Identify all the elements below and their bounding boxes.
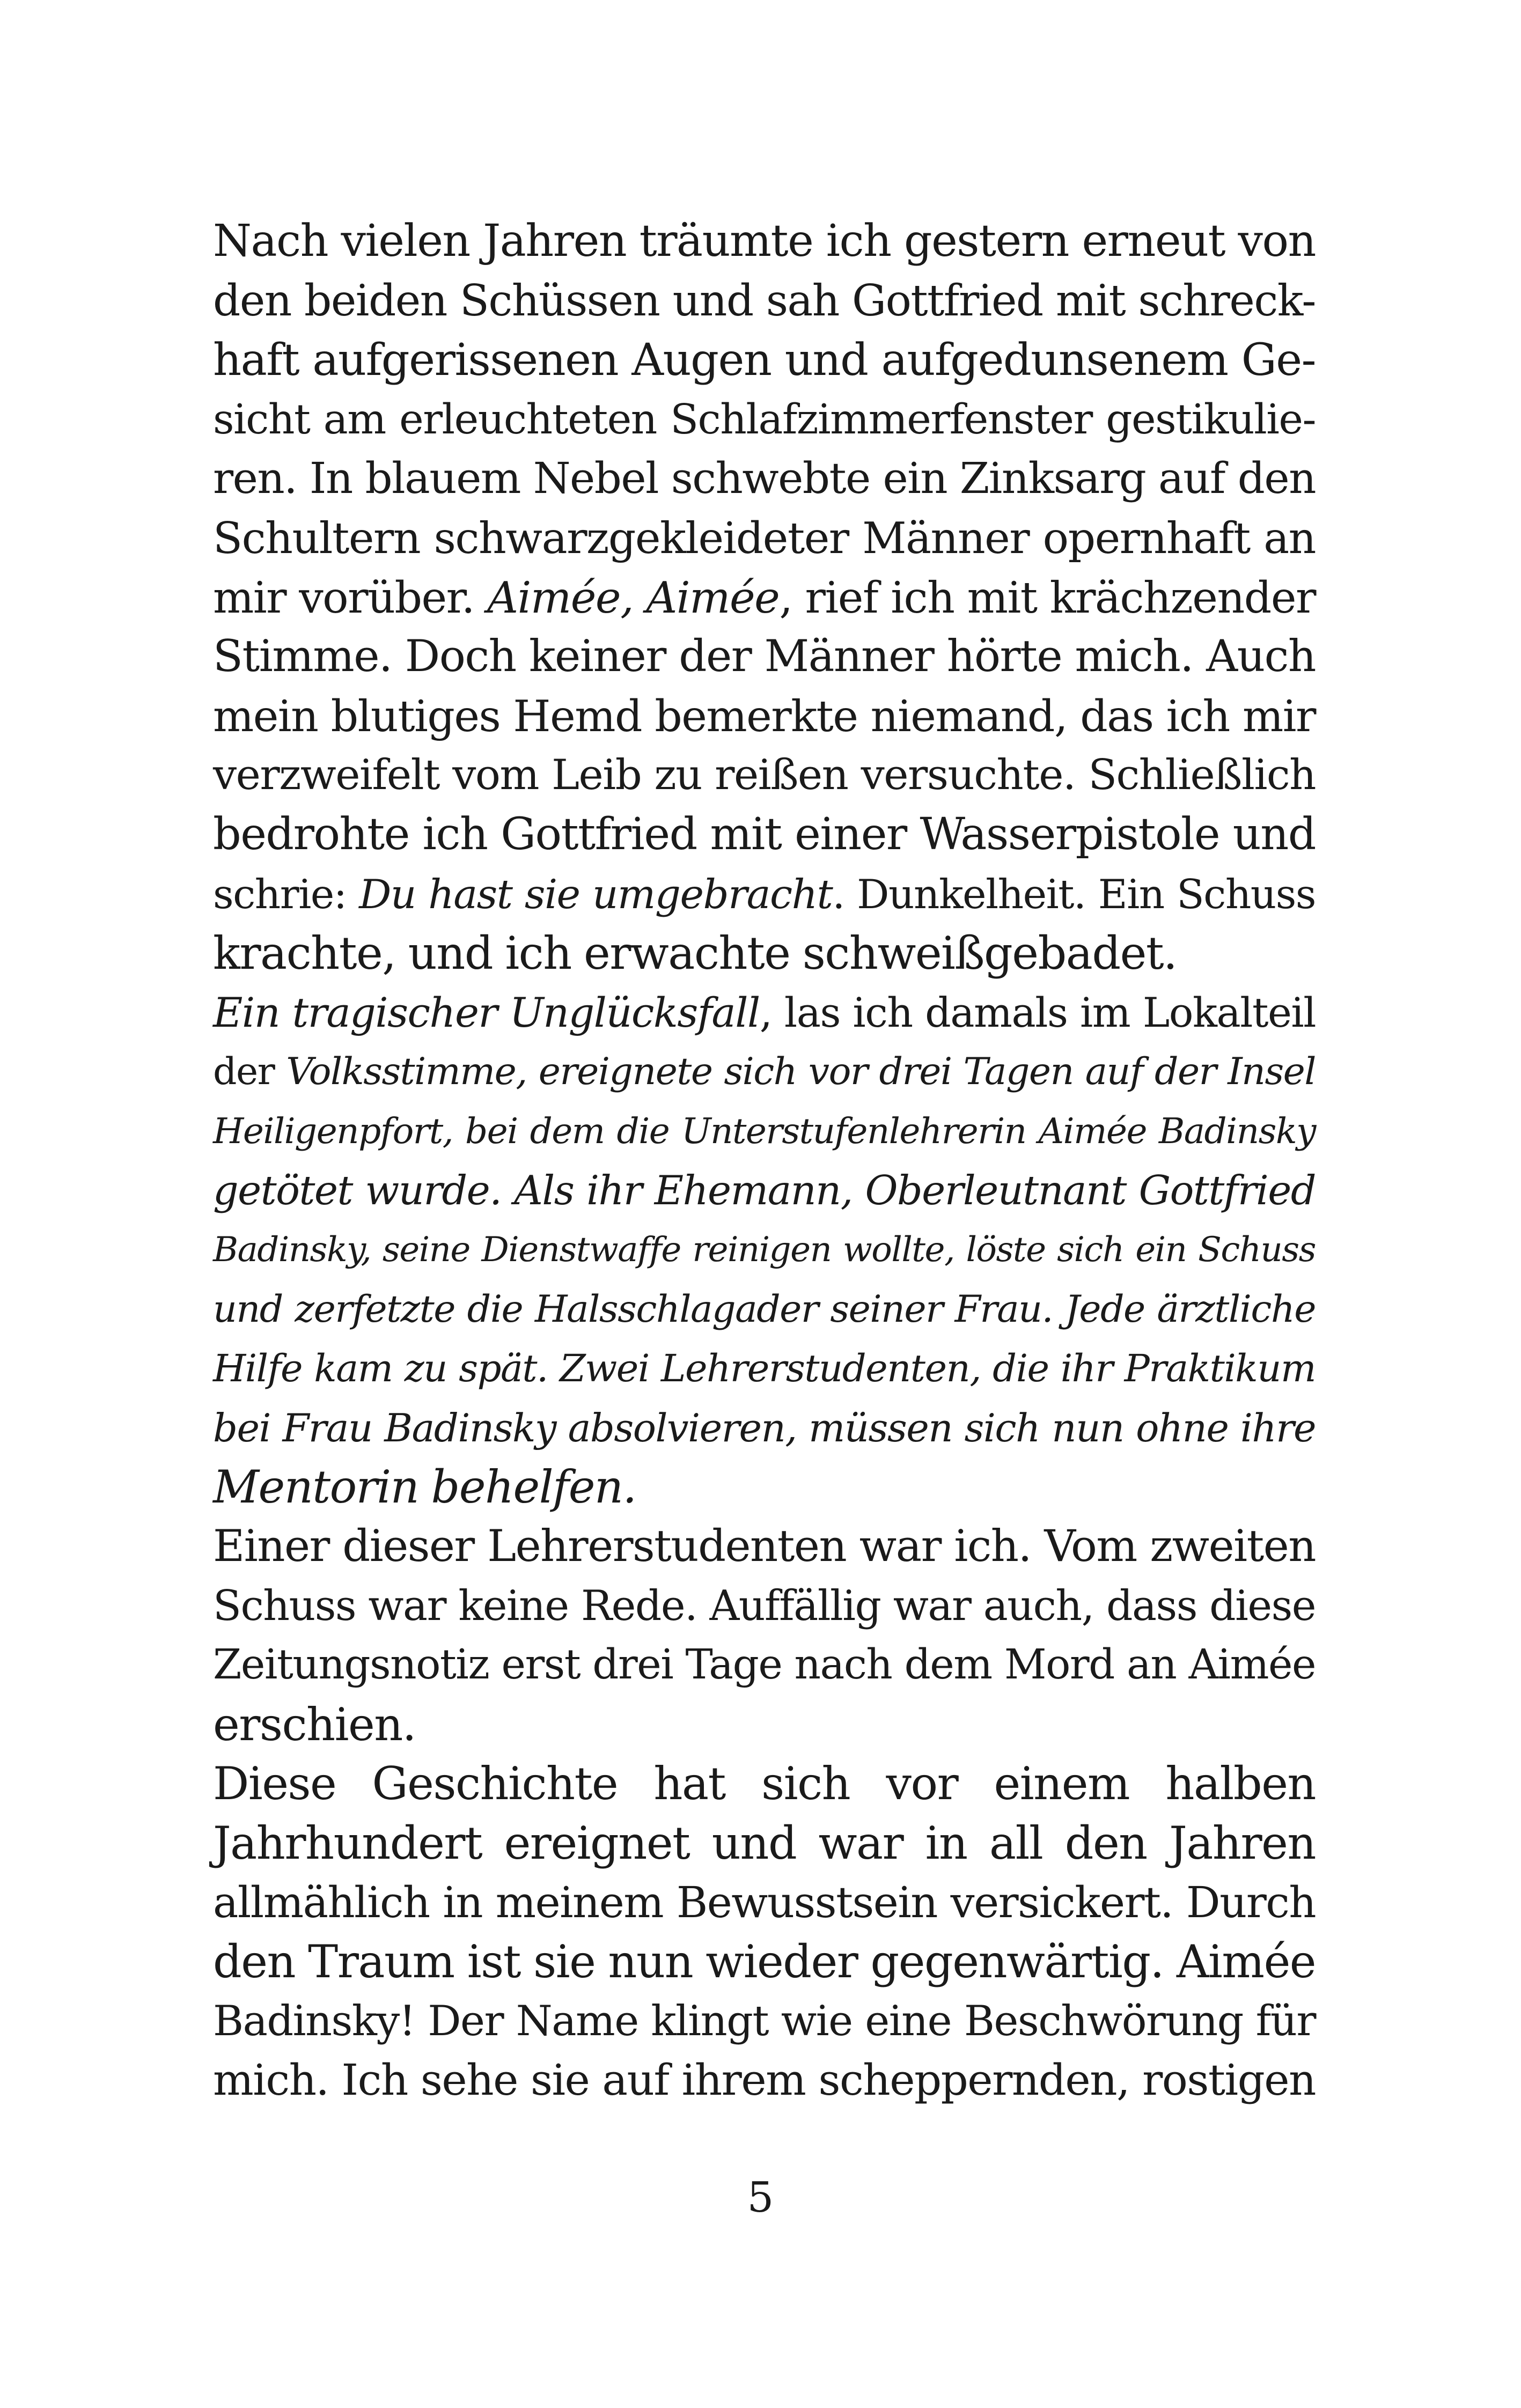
text-line [213,212,1316,271]
text-run: Diese Geschichte hat sich vor einem halben [213,1757,1316,1810]
text-line [213,1042,1316,1102]
text-line [213,1932,1316,1992]
text-run: , las ich damals im Lokalteil [759,989,1316,1036]
text-line [213,746,1316,805]
text-run: Nach vielen Jahren träumte ich gestern erneut von [213,216,1316,267]
italic-text: Badinsky, seine Dienstwaffe reinigen wollte, löste sich ein Schuss [213,1230,1316,1270]
text-line [213,1161,1316,1221]
text-line [213,568,1316,628]
text-line [213,983,1316,1043]
paragraph-2 [213,983,1316,1517]
text-run: Stimme. Doch keiner der Männer hörte mich. Auch [213,631,1316,682]
text-line [213,1695,1316,1755]
text-line [213,1992,1316,2051]
text-run: Badinsky! Der Name klingt wie eine Beschwörung für [213,1997,1316,2045]
text-line [213,509,1316,568]
text-line [213,1339,1316,1398]
text-line [213,627,1316,687]
text-run: Einer dieser Lehrerstudenten war ich. Vom zweiten [213,1521,1316,1572]
text-run: , rief ich mit krächzender [779,572,1316,623]
text-line [213,924,1316,983]
italic-text: Ein tragischer Unglücksfall [213,989,760,1036]
text-line [213,1636,1316,1695]
text-line [213,271,1316,331]
italic-text: und zerfetzte die Halsschlagader seiner Frau. Jede ärztliche [213,1287,1316,1331]
text-run: schrie: [213,870,359,918]
text-run: haft aufgerissenen Augen und aufgedunsenem Ge- [213,334,1316,386]
text-run: der [213,1050,286,1094]
text-run: verzweifelt vom Leib zu reißen versuchte. Schließlich [213,750,1316,800]
text-run: mir vorüber. [213,572,488,623]
text-line [213,687,1316,746]
text-run: mein blutiges Hemd bemerkte niemand, das ich mir [213,690,1316,741]
text-run: mich. Ich sehe sie auf ihrem scheppernden, rostigen [213,2055,1316,2105]
text-line [213,1754,1316,1814]
italic-text: Du hast sie umgebracht [359,870,833,918]
paragraph-1 [213,212,1316,983]
text-run: Schultern schwarzgekleideter Männer opernhaft an [213,512,1316,563]
text-line [213,1220,1316,1280]
italic-text: bei Frau Badinsky absolvieren, müssen sich nun ohne ihre [213,1405,1316,1450]
italic-text: Heiligenpfort, bei dem die Unterstufenlehrerin Aimée Badinsky [213,1110,1316,1152]
text-run: bedrohte ich Gottfried mit einer Wasserpistole und [213,808,1316,860]
text-run: allmählich in meinem Bewusstsein versickert. Durch [213,1877,1316,1927]
text-run: Jahrhundert ereignet und war in all den Jahren [213,1817,1316,1870]
text-run: krachte, und ich erwachte schweißgebadet. [213,927,1177,980]
text-line [213,1457,1316,1517]
italic-text: Mentorin behelfen. [213,1461,636,1514]
text-line [213,449,1316,509]
text-run: erschien. [213,1698,416,1751]
text-line [213,1577,1316,1636]
paragraph-3 [213,1517,1316,1754]
text-run: sicht am erleuchteten Schlafzimmerfenster gestikulie- [213,395,1316,444]
italic-text: Aimée, Aimée [487,572,780,623]
text-line [213,1814,1316,1873]
text-run: den beiden Schüssen und sah Gottfried mit schreck- [213,275,1316,326]
text-line [213,1102,1316,1161]
text-line [213,330,1316,390]
page-number: 5 [747,2174,774,2222]
text-line [213,1398,1316,1458]
text-line [213,390,1316,450]
text-line [213,1280,1316,1339]
italic-text: Hilfe kam zu spät. Zwei Lehrerstudenten, die ihr Praktikum [213,1346,1316,1391]
text-run: Zeitungsnotiz erst drei Tage nach dem Mord an Aimée [213,1641,1316,1689]
text-run: . Dunkelheit. Ein Schuss [832,870,1316,918]
paragraph-4 [213,1754,1316,2110]
italic-text: getötet wurde. Als ihr Ehemann, Oberleutnant Gottfried [213,1167,1316,1214]
text-line [213,1873,1316,1933]
text-line [213,805,1316,865]
body-text [213,212,1316,2110]
text-run: Schuss war keine Rede. Auffällig war auch, dass diese [213,1581,1316,1630]
text-run: ren. In blauem Nebel schwebte ein Zinksarg auf den [213,453,1316,504]
text-line [213,865,1316,924]
text-run: den Traum ist sie nun wieder gegenwärtig. Aimée [213,1935,1316,1989]
italic-text: Volksstimme, ereignete sich vor drei Tagen auf der Insel [286,1050,1316,1094]
text-line [213,1517,1316,1577]
text-line [213,2051,1316,2110]
